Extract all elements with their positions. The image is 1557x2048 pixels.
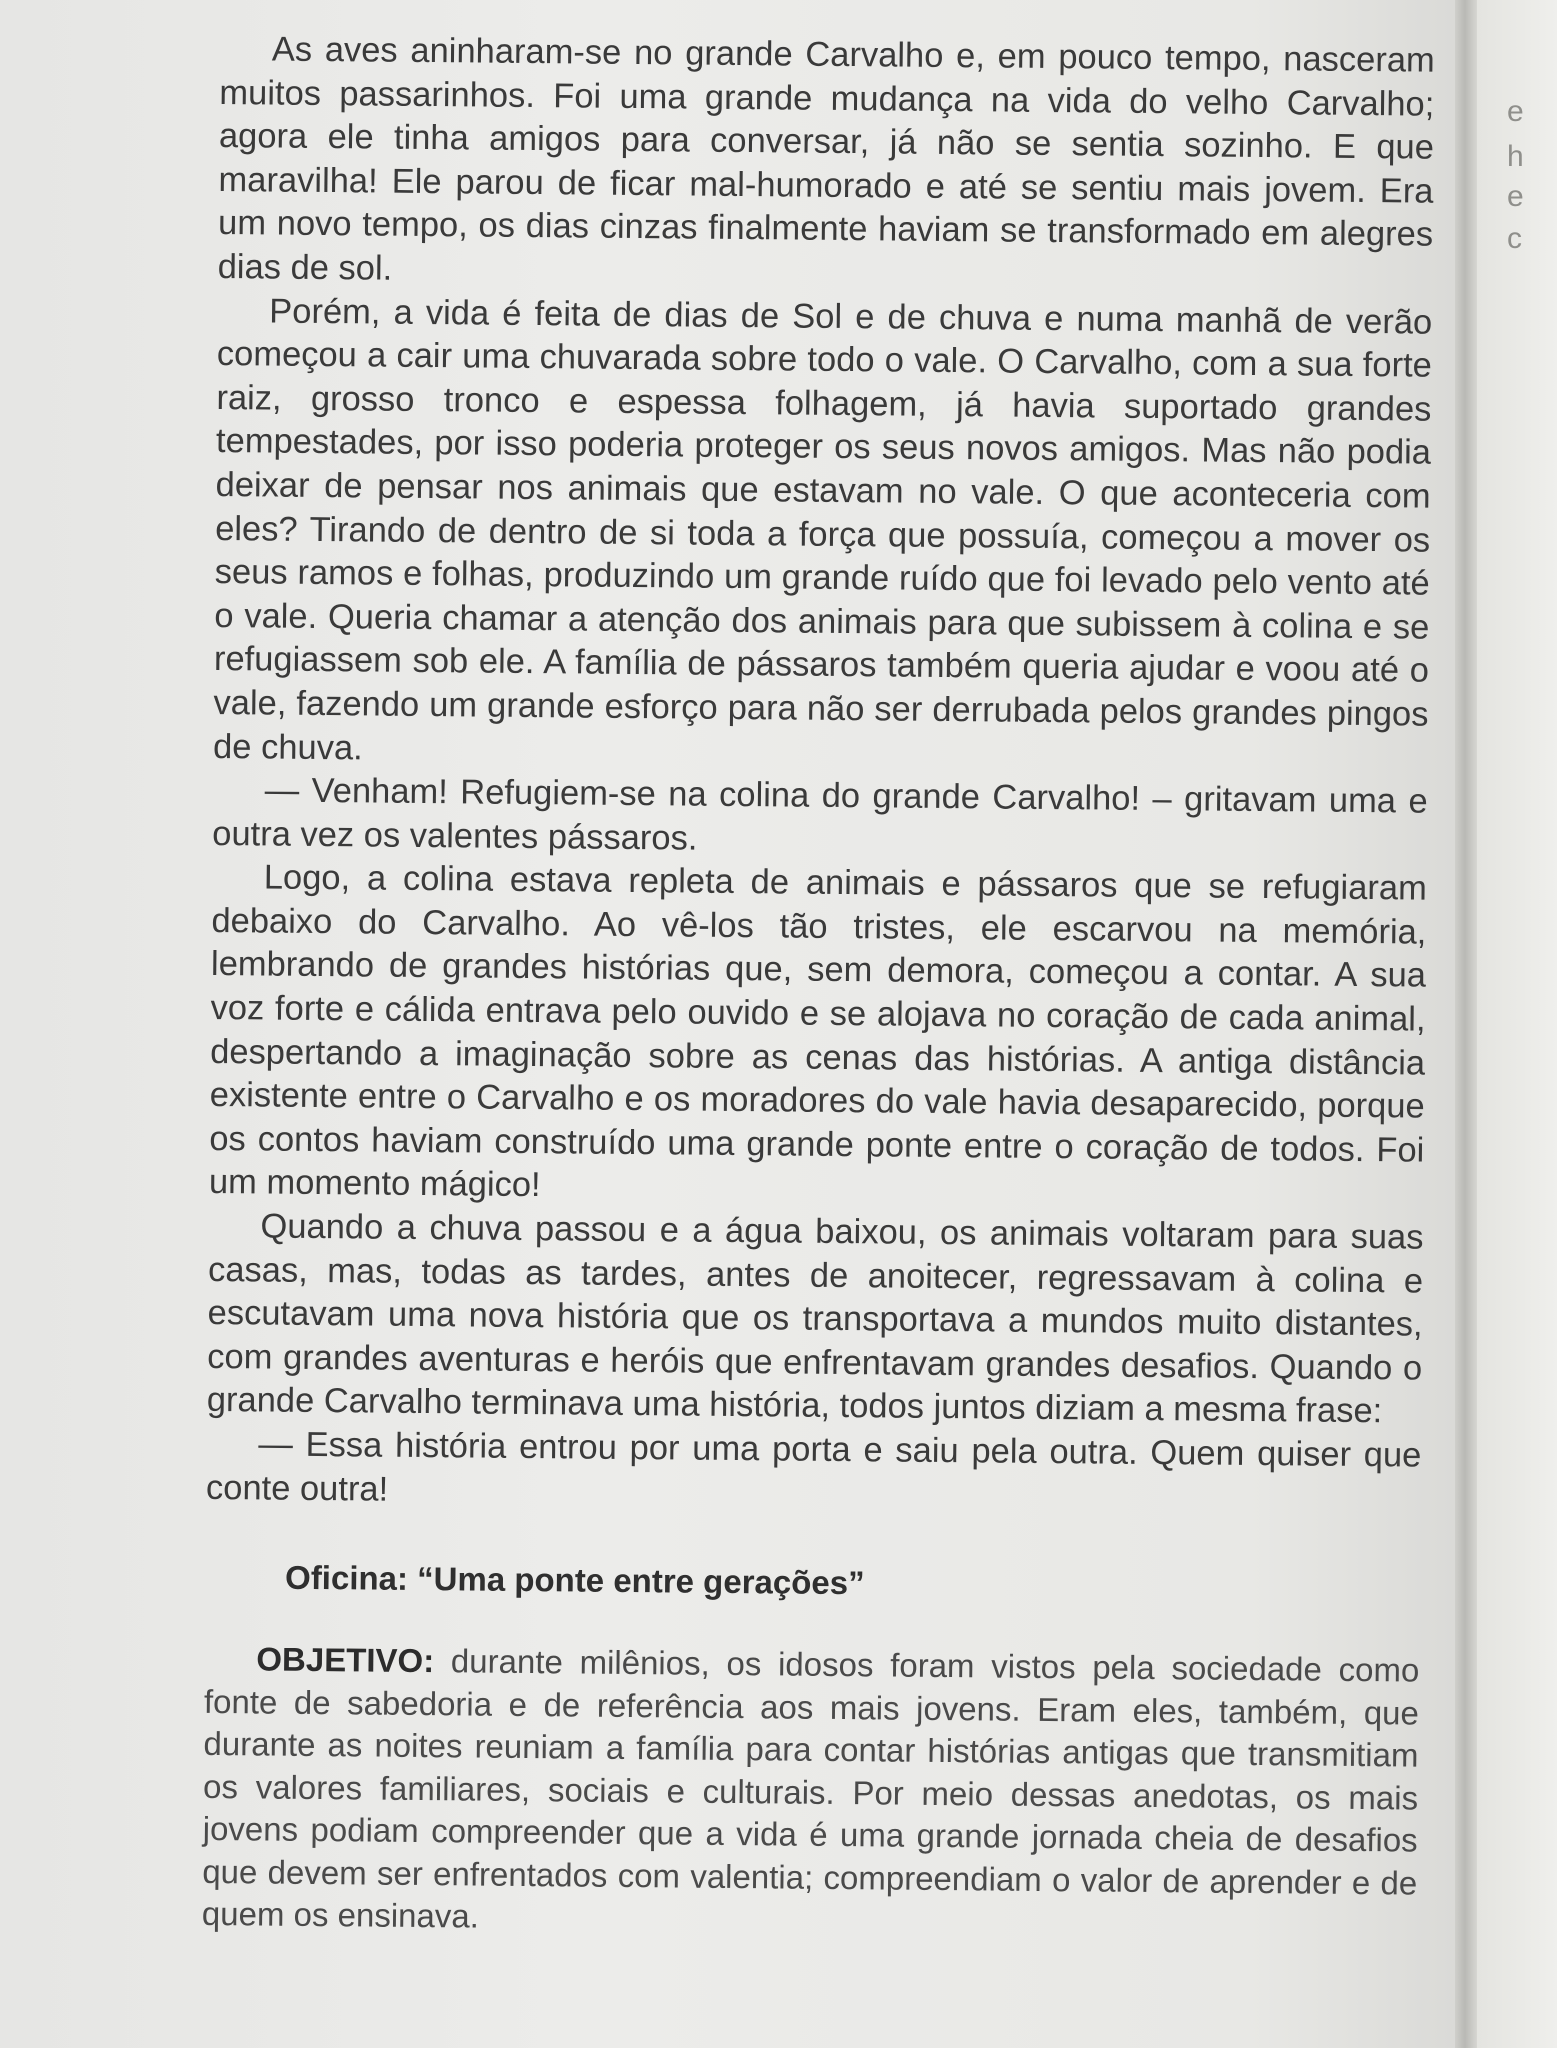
objective-label: OBJETIVO: (256, 1640, 435, 1680)
objective-text: durante milênios, os idosos foram vistos pela sociedade como fonte de sabedoria e de referência aos mais jovens. Eram eles, também, que durante as noites reuniam a família para contar histórias antigas que transmitiam os valores familiares, sociais e culturais. Por meio dessas anedotas, os mais jovens podiam compreender que a vida é uma grande jornada cheia de desafios que devem ser enfrentados com valentia; compreendiam o valor de aprender e de quem os ensinava. (201, 1642, 1420, 1935)
next-page-fragment: h (1507, 140, 1524, 173)
workshop-objective (202, 1638, 1420, 1947)
story-paragraph-4: Quando a chuva passou e a água baixou, os animais voltaram para suas casas, mas, todas as tardes, antes de anoitecer, regressavam à colina e escutavam uma nova história que os transportava a mundos muito distantes, com grandes aventuras e heróis que enfrentavam grandes desafios. Quando o grande Carvalho terminava uma história, todos juntos diziam a mesma frase: (206, 1207, 1424, 1431)
story-dialog-2: — Essa história entrou por uma porta e saiu pela outra. Quem quiser que conte outra! (205, 1425, 1422, 1509)
story-dialog-1: — Venham! Refugiem-se na colina do grande Carvalho! – gritavam uma e outra vez os valentes pássaros. (212, 771, 1428, 858)
next-page-edge (1477, 0, 1557, 2048)
story-paragraph-2: Porém, a vida é feita de dias de Sol e de chuva e numa manhã de verão começou a cair uma chuvarada sobre todo o vale. O Carvalho, com a sua forte raiz, grosso tronco e espessa folhagem, já havia suportado grandes tempestades, por isso poderia proteger os seus novos amigos. Mas não podia deixar de pensar nos animais que estavam no vale. O que aconteceria com eles? Tirando de dentro de si toda a força que possuía, começou a mover os seus ramos e folhas, produzindo um grande ruído que foi levado pelo vento até o vale. Queria chamar a atenção dos animais para que subissem à colina e se refugiassem sob ele. A família de pássaros também queria ajudar e voou até o vale, fazendo um grande esforço para não ser derrubada pelos grandes pingos de chuva. (212, 292, 1433, 767)
story-paragraph-1: As aves aninharam-se no grande Carvalho e, em pouco tempo, nasceram muitos passarinhos. Foi uma grande mudança na vida do velho Carvalho; agora ele tinha amigos para conversar, já não se sentia sozinho. E que maravilha! Ele parou de ficar mal-humorado e até se sentiu mais jovem. Era um novo tempo, os dias cinzas finalmente haviam se transformado em alegres dias de sol. (217, 30, 1435, 288)
workshop-heading: Oficina: “Uma ponte entre gerações” (284, 1558, 865, 1602)
next-page-fragment: c (1507, 222, 1522, 255)
story-paragraph-3: Logo, a colina estava repleta de animais e pássaros que se refugiaram debaixo do Carvalho. Ao vê-los tão tristes, ele escarvou na memória, lembrando de grandes histórias que, sem demora, começou a contar. A sua voz forte e cálida entrava pelo ouvido e se alojava no coração de cada animal, despertando a imaginação sobre as cenas das histórias. A antiga distância existente entre o Carvalho e os moradores do vale havia desaparecido, porque os contos haviam construído uma grande ponte entre o coração de todos. Foi um momento mágico! (208, 858, 1427, 1205)
next-page-fragment: e (1507, 180, 1524, 213)
next-page-fragment: e (1507, 95, 1524, 128)
page-text-block (202, 28, 1435, 1947)
book-gutter (1455, 0, 1477, 2048)
